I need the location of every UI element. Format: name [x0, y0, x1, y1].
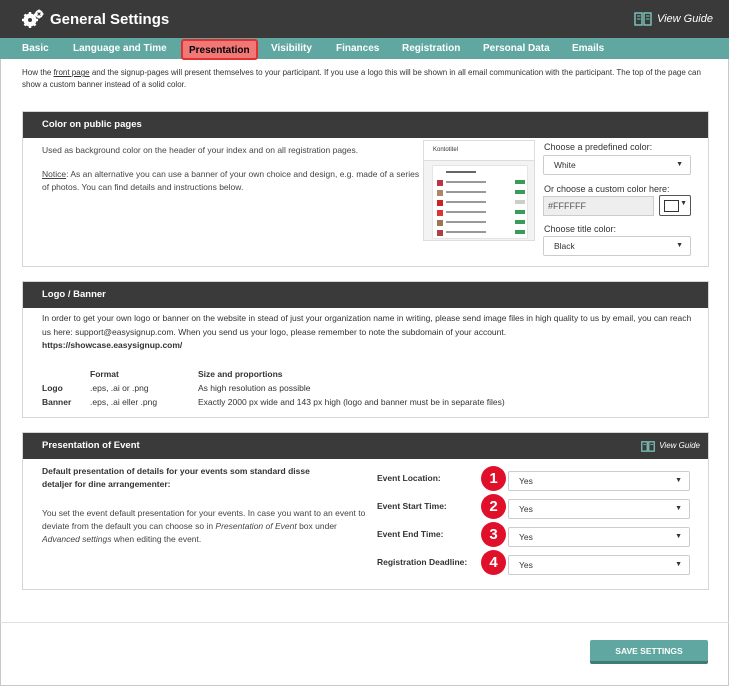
- logo-row-format: .eps, .ai or .png: [90, 383, 149, 393]
- top-bar: [0, 0, 729, 38]
- tab-basic[interactable]: Basic: [22, 43, 49, 54]
- tab-emails[interactable]: Emails: [572, 43, 605, 54]
- title-color-select[interactable]: Black ▼: [543, 236, 691, 256]
- default-presentation-title: Default presentation of details for your events som standard disse detaljer for dine arrangementer:: [42, 466, 310, 489]
- view-guide-label: View Guide: [656, 13, 713, 25]
- color-picker-button[interactable]: [659, 195, 691, 216]
- event-location-label: Event Location:: [377, 473, 441, 483]
- tab-registration[interactable]: Registration: [402, 43, 461, 54]
- save-settings-button[interactable]: SAVE SETTINGS: [590, 640, 708, 664]
- event-end-time-label: Event End Time:: [377, 529, 444, 539]
- title-color-label: Choose title color:: [544, 224, 617, 234]
- book-icon: [634, 12, 652, 26]
- tab-personal-data[interactable]: Personal Data: [483, 43, 550, 54]
- chevron-down-icon: ▼: [676, 161, 683, 168]
- tab-bar: [0, 38, 729, 59]
- logo-description: In order to get your own logo or banner on the website in stead of just your organization name in writing, please send image files in high quality to us by email, you can reach us here: support@easysignup.com. When you send us your logo, please remember to note the subdomain of your account. https://showcase.easysignup.com/: [42, 313, 692, 350]
- event-view-guide-link[interactable]: View Guide: [641, 433, 700, 459]
- annotation-badge-3: 3: [481, 522, 506, 547]
- chevron-down-icon: ▼: [675, 561, 682, 568]
- event-panel-header: [23, 433, 708, 459]
- tab-visibility[interactable]: Visibility: [271, 43, 312, 54]
- front-page-link[interactable]: front page: [53, 68, 90, 77]
- chevron-down-icon: ▼: [680, 200, 687, 207]
- gears-icon: [22, 9, 44, 29]
- predefined-color-select[interactable]: White ▼: [543, 155, 691, 175]
- tab-presentation[interactable]: Presentation: [181, 39, 258, 60]
- book-icon: [641, 441, 655, 452]
- event-start-time-select[interactable]: Yes ▼: [508, 499, 690, 519]
- banner-row-label: Banner: [42, 397, 72, 407]
- chevron-down-icon: ▼: [675, 477, 682, 484]
- chevron-down-icon: ▼: [675, 505, 682, 512]
- format-header: Format: [90, 369, 119, 379]
- logo-row-label: Logo: [42, 383, 63, 393]
- annotation-badge-1: 1: [481, 466, 506, 491]
- chevron-down-icon: ▼: [676, 242, 683, 249]
- header-preview-image: [423, 140, 535, 241]
- banner-row-size: Exactly 2000 px wide and 143 px high (logo and banner must be in separate files): [198, 397, 505, 407]
- logo-row-size: As high resolution as possible: [198, 383, 311, 393]
- size-header: Size and proportions: [198, 369, 283, 379]
- color-description: Used as background color on the header of your index and on all registration pages. Notice: As an alternative you can use a banner of your own choice and design, e.g. made of a series of photos. You can find details and instructions below.: [42, 145, 420, 192]
- event-location-select[interactable]: Yes ▼: [508, 471, 690, 491]
- logo-panel-title: Logo / Banner: [23, 282, 708, 308]
- event-presentation-panel: [22, 432, 709, 590]
- event-default-description: You set the event default presentation for your events. In case you want to an event to deviate from the default you can choose so in Presentation of Event box under Advanced settings when editing the event.: [42, 508, 366, 544]
- page-title: General Settings: [50, 11, 170, 28]
- event-start-time-label: Event Start Time:: [377, 501, 447, 511]
- predefined-color-label: Choose a predefined color:: [544, 142, 653, 152]
- view-guide-link[interactable]: [634, 12, 713, 26]
- tab-finances[interactable]: Finances: [336, 43, 380, 54]
- color-panel-title: Color on public pages: [23, 112, 708, 138]
- logo-banner-panel: [22, 281, 709, 418]
- banner-row-format: .eps, .ai eller .png: [90, 397, 158, 407]
- chevron-down-icon: ▼: [675, 533, 682, 540]
- notice-label: Notice: [42, 169, 67, 179]
- annotation-badge-2: 2: [481, 494, 506, 519]
- tab-language-and-time[interactable]: Language and Time: [73, 43, 167, 54]
- color-panel: [22, 111, 709, 267]
- registration-deadline-label: Registration Deadline:: [377, 557, 468, 567]
- subdomain-text: https://showcase.easysignup.com/: [42, 340, 183, 350]
- intro-text: How the front page and the signup-pages will present themselves to your participant. If you use a logo this will be shown in all email communication with the participant. The top of the page can show a custom banner instead of a solid color.: [22, 68, 701, 89]
- preview-title: Kontotitel: [424, 141, 534, 161]
- color-swatch: [664, 200, 679, 212]
- annotation-badge-4: 4: [481, 550, 506, 575]
- custom-color-label: Or choose a custom color here:: [544, 184, 670, 194]
- footer-divider: [0, 622, 729, 623]
- registration-deadline-select[interactable]: Yes ▼: [508, 555, 690, 575]
- event-panel-title: Presentation of Event: [42, 440, 140, 451]
- event-end-time-select[interactable]: Yes ▼: [508, 527, 690, 547]
- custom-color-input[interactable]: #FFFFFF: [543, 196, 654, 216]
